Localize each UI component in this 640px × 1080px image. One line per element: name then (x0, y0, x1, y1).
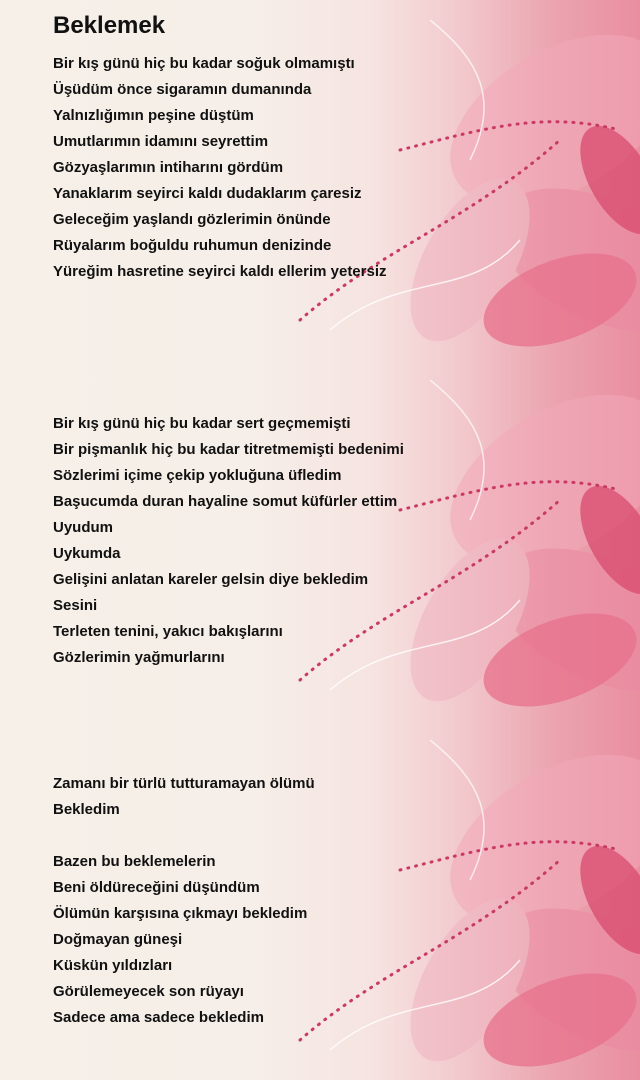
poem-line: Sesini (53, 597, 98, 614)
poem-stanza-2 (53, 411, 628, 671)
poem-line: Yanaklarım seyirci kaldı dudaklarım çaresiz (53, 185, 362, 202)
poem-line: Uyudum (53, 519, 113, 536)
poem-line: Üşüdüm önce sigaramın dumanında (53, 81, 312, 98)
poem-line: Bekledim (53, 801, 120, 818)
poem-line: Bir kış günü hiç bu kadar sert geçmemişti (53, 415, 351, 432)
poem-line: Bir pişmanlık hiç bu kadar titretmemişti bedenimi (53, 441, 404, 458)
poem-line: Rüyalarım boğuldu ruhumun denizinde (53, 237, 332, 254)
poem-line: Bazen bu beklemelerin (53, 853, 216, 870)
poem-line: Uykumda (53, 545, 121, 562)
poem-stanza-1 (53, 51, 628, 285)
poem-title: Beklemek (53, 12, 166, 39)
poem-line: Terleten tenini, yakıcı bakışlarını (53, 623, 283, 640)
poem-line: Küskün yıldızları (53, 957, 173, 974)
poem-stanza-3 (53, 771, 628, 1031)
poem-line: Doğmayan güneşi (53, 931, 183, 948)
poem-line: Gözlerimin yağmurlarını (53, 649, 225, 666)
poem-line: Başucumda duran hayaline somut küfürler ettim (53, 493, 398, 510)
poem-line: Umutlarımın idamını seyrettim (53, 133, 269, 150)
poem-line: Sözlerimi içime çekip yokluğuna üfledim (53, 467, 342, 484)
poem-line: Görülemeyecek son rüyayı (53, 983, 244, 1000)
poem-line: Bir kış günü hiç bu kadar soğuk olmamıştı (53, 55, 355, 72)
poem-line: Zamanı bir türlü tutturamayan ölümü (53, 775, 315, 792)
poem-line: Gelişini anlatan kareler gelsin diye bekledim (53, 571, 369, 588)
poem-line: Yalnızlığımın peşine düştüm (53, 107, 254, 124)
poem-line: Beni öldüreceğini düşündüm (53, 879, 260, 896)
poem-line: Gözyaşlarımın intiharını gördüm (53, 159, 284, 176)
poem-blank-line (53, 823, 628, 849)
poem-line: Sadece ama sadece bekledim (53, 1009, 264, 1026)
poem-line: Geleceğim yaşlandı gözlerimin önünde (53, 211, 331, 228)
poem-line: Yüreğim hasretine seyirci kaldı ellerim yetersiz (53, 263, 387, 280)
poem-line: Ölümün karşısına çıkmayı bekledim (53, 905, 308, 922)
